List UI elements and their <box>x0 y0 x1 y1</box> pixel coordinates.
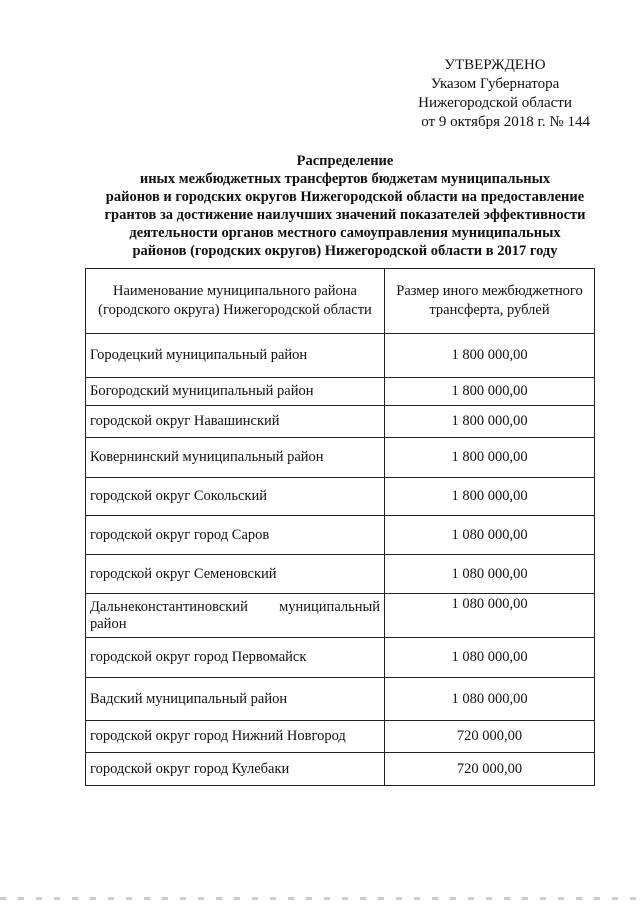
title-line: районов (городских округов) Нижегородской области в 2017 году <box>132 243 558 259</box>
municipality-name: городской округ город Первомайск <box>86 638 385 678</box>
table-row <box>86 406 595 438</box>
approval-region: Нижегородской области <box>418 95 572 111</box>
transfer-amount: 1 800 000,00 <box>385 378 595 406</box>
municipality-name: городской округ город Кулебаки <box>86 753 385 786</box>
document-title <box>80 152 610 260</box>
transfer-amount: 1 080 000,00 <box>385 516 595 555</box>
transfer-amount: 1 080 000,00 <box>385 555 595 594</box>
municipality-name: Богородский муниципальный район <box>86 378 385 406</box>
municipality-name: городской округ город Саров <box>86 516 385 555</box>
transfer-amount: 1 080 000,00 <box>385 678 595 721</box>
municipality-name: Городецкий муниципальный район <box>86 334 385 378</box>
transfer-amount: 720 000,00 <box>385 721 595 753</box>
approval-date: от 9 октября 2018 г. № 144 <box>421 114 590 130</box>
table-row <box>86 594 595 638</box>
table-row <box>86 478 595 516</box>
transfer-amount: 1 080 000,00 <box>385 638 595 678</box>
approval-stamp <box>400 56 590 132</box>
scan-edge-artifact <box>0 897 640 900</box>
name-header-line: Наименование муниципального района <box>113 283 357 299</box>
title-line: районов и городских округов Нижегородской области на предоставление <box>105 189 585 205</box>
amount-column-header <box>385 269 595 334</box>
table-row <box>86 378 595 406</box>
municipality-name: городской округ город Нижний Новгород <box>86 721 385 753</box>
transfer-amount: 1 800 000,00 <box>385 438 595 478</box>
table-row <box>86 334 595 378</box>
approval-authority: Указом Губернатора <box>430 76 560 92</box>
table-header-row <box>86 269 595 334</box>
municipality-name: городской округ Семеновский <box>86 555 385 594</box>
title-line: иных межбюджетных трансфертов бюджетам муниципальных <box>139 171 551 187</box>
table-row <box>86 753 595 786</box>
table-row <box>86 721 595 753</box>
table-row <box>86 678 595 721</box>
transfer-amount: 720 000,00 <box>385 753 595 786</box>
municipality-name: Дальнеконстантиновский муниципальный район <box>86 594 385 638</box>
transfer-amount: 1 800 000,00 <box>385 478 595 516</box>
municipality-name: Вадский муниципальный район <box>86 678 385 721</box>
transfer-amount: 1 800 000,00 <box>385 334 595 378</box>
title-line: деятельности органов местного самоуправления муниципальных <box>129 225 561 241</box>
amount-header-line: Размер иного межбюджетного <box>396 283 583 299</box>
table-row <box>86 638 595 678</box>
municipality-name: Ковернинский муниципальный район <box>86 438 385 478</box>
table-row <box>86 555 595 594</box>
table-row <box>86 438 595 478</box>
approval-status: УТВЕРЖДЕНО <box>444 57 546 73</box>
title-line: грантов за достижение наилучших значений показателей эффективности <box>104 207 586 223</box>
transfer-amount: 1 080 000,00 <box>385 594 595 638</box>
municipality-name: городской округ Навашинский <box>86 406 385 438</box>
municipality-name: городской округ Сокольский <box>86 478 385 516</box>
title-heading: Распределение <box>296 153 394 169</box>
amount-header-line: трансферта, рублей <box>429 302 550 318</box>
name-column-header <box>86 269 385 334</box>
transfer-amount: 1 800 000,00 <box>385 406 595 438</box>
table-row <box>86 516 595 555</box>
name-header-line: (городского округа) Нижегородской области <box>98 302 372 318</box>
distribution-table <box>85 268 595 786</box>
